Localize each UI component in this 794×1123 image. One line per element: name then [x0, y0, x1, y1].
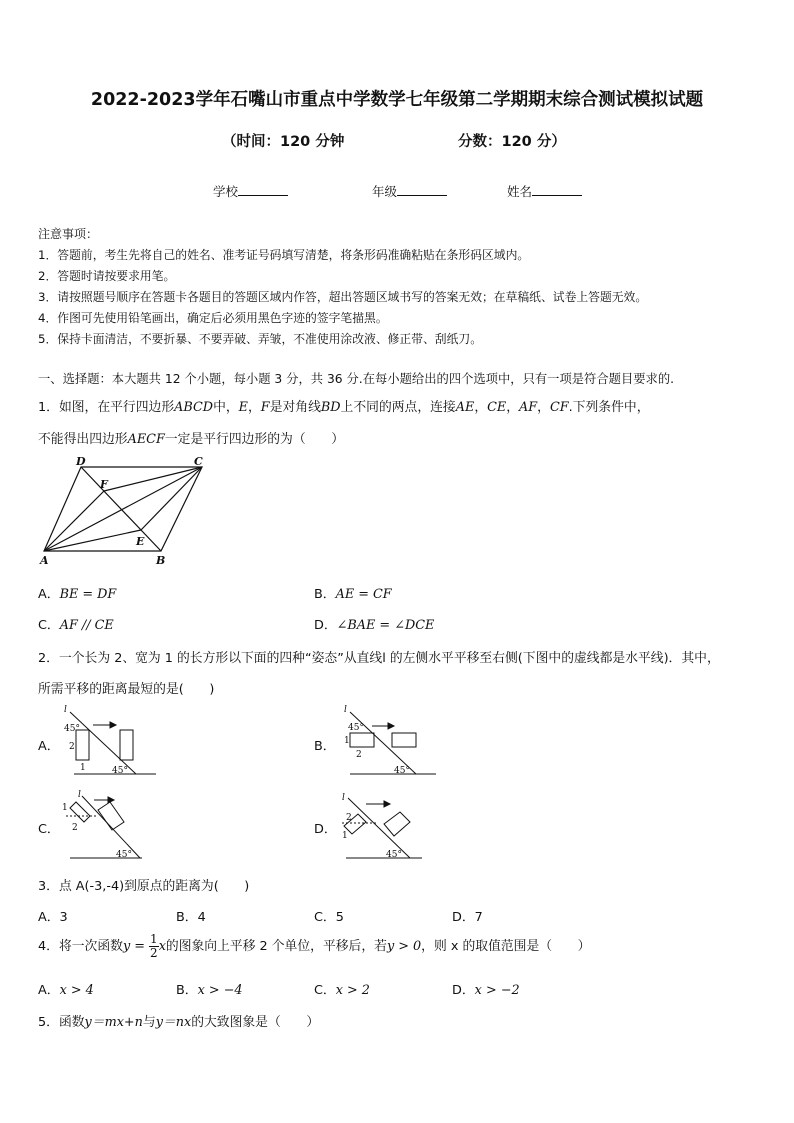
q2-option-d[interactable]: D． — [314, 822, 337, 837]
fraction-one-half: $\frac{1}{2}$ — [150, 932, 158, 960]
q3-option-d[interactable]: D．7 — [452, 910, 483, 925]
diagonal-ac — [44, 467, 202, 551]
question-2-stem-line2: 所需平移的距离最短的是( ) — [38, 682, 215, 697]
note-item: 5．保持卡面清洁，不要折暴、不要弄破、弄皱，不准使用涂改液、修正带、刮纸刀。 — [38, 332, 482, 346]
question-1-stem-line2: 不能得出四边形AECF一定是平行四边形的为（ ） — [38, 432, 344, 447]
notes-heading: 注意事项： — [38, 227, 99, 241]
q2-option-a[interactable]: A． — [38, 739, 60, 754]
note-item: 4．作图可先使用铅笔画出，确定后必须用黑色字迹的签字笔描黑。 — [38, 311, 388, 325]
name-blank[interactable] — [532, 183, 582, 196]
svg-text:2: 2 — [356, 750, 362, 760]
grade-field[interactable] — [372, 182, 447, 200]
q1-option-d[interactable]: D．∠BAE = ∠DCE — [314, 618, 435, 633]
q3-option-a[interactable]: A．3 — [38, 910, 68, 925]
exam-score: 分数：120 分） — [458, 134, 566, 150]
svg-text:l: l — [344, 705, 347, 715]
question-2-stem: 2．一个长为 2、宽为 1 的长方形以下面的四种“姿态”从直线l 的左侧水平平移至右侧(下图中的虚线都是水平线)．其中， — [38, 651, 720, 666]
note-item: 1．答题前，考生先将自己的姓名、准考证号码填写清楚，将条形码准确粘贴在条形码区域内。 — [38, 248, 530, 262]
label-d: D — [76, 456, 86, 468]
segment-cf — [104, 467, 202, 491]
question-1-stem: 1．如图，在平行四边形ABCD中，E，F是对角线BD上不同的两点，连接AE，CE，AF，CF.下列条件中， — [38, 400, 650, 415]
question-4-stem: 4．将一次函数y = $\frac{1}{2}$ x的图象向上平移 2 个单位，平移后，若y > 0，则 x 的取值范围是（ ） — [38, 932, 591, 960]
label-c: C — [194, 456, 203, 468]
school-blank[interactable] — [238, 183, 288, 196]
svg-text:l: l — [64, 705, 67, 715]
label-e: E — [136, 535, 145, 548]
svg-text:l: l — [342, 793, 345, 803]
q2-option-b[interactable]: B． — [314, 739, 336, 754]
exam-time: （时间：120 分钟 — [222, 134, 345, 150]
q3-option-c[interactable]: C．5 — [314, 910, 344, 925]
parallelogram-figure — [36, 456, 216, 568]
svg-text:l: l — [78, 790, 81, 800]
q4-option-d[interactable]: D．x > −2 — [452, 983, 520, 998]
question-5-stem: 5．函数y＝mx+n与y＝nx的大致图象是（ ） — [38, 1015, 320, 1030]
svg-text:45°: 45° — [386, 850, 402, 860]
q2-figure-a — [60, 704, 160, 778]
note-item: 2．答题时请按要求用笔。 — [38, 269, 176, 283]
school-field[interactable] — [213, 182, 288, 200]
q1-option-a[interactable]: A．BE = DF — [38, 587, 117, 602]
label-a: A — [40, 554, 49, 567]
svg-text:45°: 45° — [348, 723, 364, 733]
segment-af — [44, 491, 104, 551]
section-heading: 一、选择题：本大题共 12 个小题，每小题 3 分，共 36 分.在每小题给出的四个选项中，只有一项是符合题目要求的. — [38, 372, 675, 386]
svg-text:45°: 45° — [394, 766, 410, 776]
svg-text:45°: 45° — [64, 724, 80, 734]
label-b: B — [156, 554, 166, 567]
name-field[interactable] — [507, 182, 582, 200]
q4-option-a[interactable]: A．x > 4 — [38, 983, 94, 998]
grade-blank[interactable] — [397, 183, 447, 196]
svg-text:1: 1 — [80, 763, 86, 773]
grade-label: 年级 — [372, 184, 398, 199]
q1-option-c[interactable]: C．AF // CE — [38, 618, 114, 633]
segment-ae — [44, 530, 141, 551]
q2-figure-b — [340, 704, 440, 778]
q2-figure-c — [60, 790, 160, 862]
school-label: 学校 — [213, 184, 239, 199]
page-title: 2022-2023学年石嘴山市重点中学数学七年级第二学期期末综合测试模拟试题 — [90, 90, 704, 110]
svg-text:1: 1 — [62, 803, 68, 813]
svg-text:45°: 45° — [116, 850, 132, 860]
svg-text:1: 1 — [344, 736, 350, 746]
q3-option-b[interactable]: B．4 — [176, 910, 206, 925]
note-item: 3．请按照题号顺序在答题卡各题目的答题区域内作答，超出答题区域书写的答案无效；在草稿纸、试卷上答题无效。 — [38, 290, 648, 304]
svg-text:2: 2 — [72, 823, 78, 833]
q4-option-b[interactable]: B．x > −4 — [176, 983, 243, 998]
q2-figure-d — [338, 790, 438, 862]
svg-text:45°: 45° — [112, 766, 128, 776]
label-f: F — [100, 478, 108, 491]
q2-option-c[interactable]: C． — [38, 822, 60, 837]
q1-option-b[interactable]: B．AE = CF — [314, 587, 392, 602]
name-label: 姓名 — [507, 184, 533, 199]
svg-text:2: 2 — [346, 813, 352, 823]
svg-text:2: 2 — [69, 742, 75, 752]
q4-option-c[interactable]: C．x > 2 — [314, 983, 370, 998]
svg-text:1: 1 — [342, 831, 348, 841]
question-3-stem: 3．点 A(-3,-4)到原点的距离为( ) — [38, 879, 250, 894]
segment-ce — [141, 467, 202, 530]
